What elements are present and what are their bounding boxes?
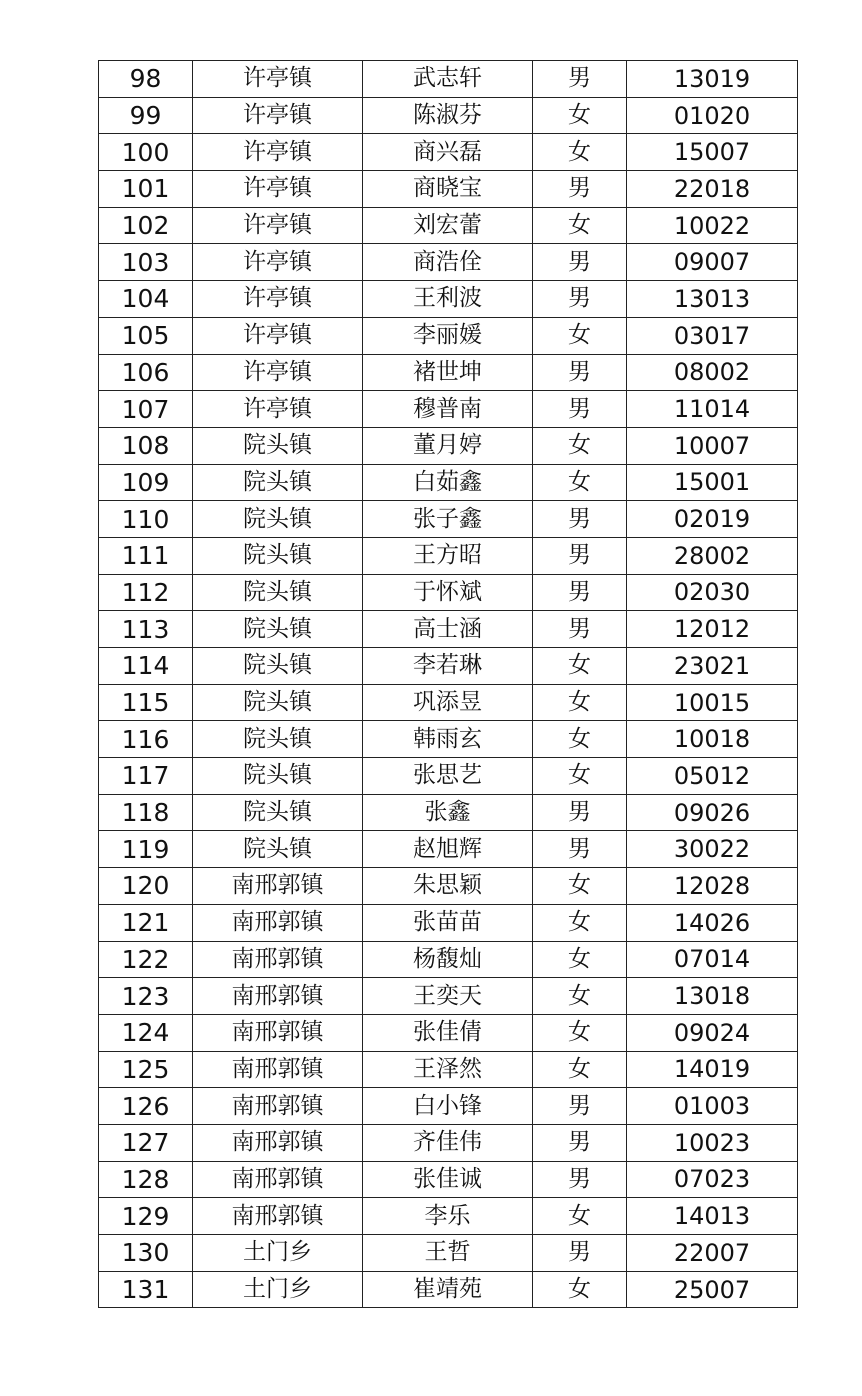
row-number-cell: 102 bbox=[99, 207, 193, 244]
code-cell: 10023 bbox=[627, 1124, 798, 1161]
gender-cell: 男 bbox=[533, 354, 627, 391]
gender-cell: 男 bbox=[533, 1161, 627, 1198]
person-name-cell: 商晓宝 bbox=[363, 171, 533, 208]
row-number-cell: 121 bbox=[99, 904, 193, 941]
gender-cell: 男 bbox=[533, 574, 627, 611]
gender-cell: 男 bbox=[533, 501, 627, 538]
gender-cell: 男 bbox=[533, 61, 627, 98]
gender-cell: 女 bbox=[533, 978, 627, 1015]
town-cell: 院头镇 bbox=[193, 684, 363, 721]
gender-cell: 女 bbox=[533, 941, 627, 978]
table-row bbox=[99, 134, 798, 171]
table-row bbox=[99, 317, 798, 354]
table-row bbox=[99, 831, 798, 868]
gender-cell: 男 bbox=[533, 537, 627, 574]
row-number-cell: 103 bbox=[99, 244, 193, 281]
table-row bbox=[99, 61, 798, 98]
row-number-cell: 117 bbox=[99, 758, 193, 795]
gender-cell: 男 bbox=[533, 611, 627, 648]
row-number-cell: 101 bbox=[99, 171, 193, 208]
gender-cell: 女 bbox=[533, 1271, 627, 1308]
code-cell: 05012 bbox=[627, 758, 798, 795]
person-name-cell: 商浩佺 bbox=[363, 244, 533, 281]
table-row bbox=[99, 391, 798, 428]
row-number-cell: 123 bbox=[99, 978, 193, 1015]
code-cell: 14026 bbox=[627, 904, 798, 941]
town-cell: 许亭镇 bbox=[193, 317, 363, 354]
gender-cell: 女 bbox=[533, 758, 627, 795]
row-number-cell: 109 bbox=[99, 464, 193, 501]
person-name-cell: 张佳诚 bbox=[363, 1161, 533, 1198]
person-name-cell: 穆普南 bbox=[363, 391, 533, 428]
row-number-cell: 128 bbox=[99, 1161, 193, 1198]
town-cell: 院头镇 bbox=[193, 501, 363, 538]
person-name-cell: 齐佳伟 bbox=[363, 1124, 533, 1161]
gender-cell: 女 bbox=[533, 317, 627, 354]
town-cell: 院头镇 bbox=[193, 464, 363, 501]
row-number-cell: 122 bbox=[99, 941, 193, 978]
row-number-cell: 113 bbox=[99, 611, 193, 648]
gender-cell: 女 bbox=[533, 1014, 627, 1051]
table-row bbox=[99, 97, 798, 134]
table-row bbox=[99, 1198, 798, 1235]
person-name-cell: 陈淑芬 bbox=[363, 97, 533, 134]
person-name-cell: 韩雨玄 bbox=[363, 721, 533, 758]
code-cell: 01020 bbox=[627, 97, 798, 134]
row-number-cell: 99 bbox=[99, 97, 193, 134]
person-name-cell: 张子鑫 bbox=[363, 501, 533, 538]
town-cell: 院头镇 bbox=[193, 427, 363, 464]
code-cell: 13013 bbox=[627, 281, 798, 318]
gender-cell: 女 bbox=[533, 648, 627, 685]
town-cell: 院头镇 bbox=[193, 758, 363, 795]
table-row bbox=[99, 574, 798, 611]
code-cell: 09007 bbox=[627, 244, 798, 281]
row-number-cell: 114 bbox=[99, 648, 193, 685]
town-cell: 院头镇 bbox=[193, 648, 363, 685]
row-number-cell: 112 bbox=[99, 574, 193, 611]
gender-cell: 女 bbox=[533, 904, 627, 941]
row-number-cell: 125 bbox=[99, 1051, 193, 1088]
code-cell: 30022 bbox=[627, 831, 798, 868]
row-number-cell: 108 bbox=[99, 427, 193, 464]
table-row bbox=[99, 978, 798, 1015]
person-name-cell: 杨馥灿 bbox=[363, 941, 533, 978]
town-cell: 许亭镇 bbox=[193, 134, 363, 171]
person-name-cell: 白小锋 bbox=[363, 1088, 533, 1125]
town-cell: 院头镇 bbox=[193, 537, 363, 574]
table-row bbox=[99, 794, 798, 831]
gender-cell: 男 bbox=[533, 794, 627, 831]
table-row bbox=[99, 611, 798, 648]
gender-cell: 女 bbox=[533, 1198, 627, 1235]
person-name-cell: 李若琳 bbox=[363, 648, 533, 685]
row-number-cell: 110 bbox=[99, 501, 193, 538]
gender-cell: 女 bbox=[533, 207, 627, 244]
code-cell: 10007 bbox=[627, 427, 798, 464]
person-name-cell: 朱思颖 bbox=[363, 868, 533, 905]
gender-cell: 女 bbox=[533, 97, 627, 134]
person-name-cell: 李丽媛 bbox=[363, 317, 533, 354]
person-name-cell: 王利波 bbox=[363, 281, 533, 318]
table-row bbox=[99, 207, 798, 244]
code-cell: 25007 bbox=[627, 1271, 798, 1308]
code-cell: 10018 bbox=[627, 721, 798, 758]
code-cell: 02019 bbox=[627, 501, 798, 538]
person-name-cell: 于怀斌 bbox=[363, 574, 533, 611]
gender-cell: 男 bbox=[533, 831, 627, 868]
code-cell: 12028 bbox=[627, 868, 798, 905]
code-cell: 28002 bbox=[627, 537, 798, 574]
row-number-cell: 106 bbox=[99, 354, 193, 391]
person-name-cell: 白茹鑫 bbox=[363, 464, 533, 501]
gender-cell: 男 bbox=[533, 1235, 627, 1272]
row-number-cell: 98 bbox=[99, 61, 193, 98]
town-cell: 土门乡 bbox=[193, 1235, 363, 1272]
gender-cell: 女 bbox=[533, 684, 627, 721]
town-cell: 许亭镇 bbox=[193, 207, 363, 244]
gender-cell: 男 bbox=[533, 391, 627, 428]
row-number-cell: 129 bbox=[99, 1198, 193, 1235]
row-number-cell: 111 bbox=[99, 537, 193, 574]
code-cell: 10022 bbox=[627, 207, 798, 244]
code-cell: 02030 bbox=[627, 574, 798, 611]
table-row bbox=[99, 281, 798, 318]
person-name-cell: 刘宏蕾 bbox=[363, 207, 533, 244]
code-cell: 22018 bbox=[627, 171, 798, 208]
town-cell: 许亭镇 bbox=[193, 61, 363, 98]
town-cell: 院头镇 bbox=[193, 794, 363, 831]
table-row bbox=[99, 244, 798, 281]
table-row bbox=[99, 904, 798, 941]
table-row bbox=[99, 1124, 798, 1161]
roster-table-body bbox=[99, 61, 798, 1308]
person-name-cell: 张佳倩 bbox=[363, 1014, 533, 1051]
gender-cell: 女 bbox=[533, 868, 627, 905]
town-cell: 许亭镇 bbox=[193, 171, 363, 208]
row-number-cell: 120 bbox=[99, 868, 193, 905]
row-number-cell: 118 bbox=[99, 794, 193, 831]
table-row bbox=[99, 464, 798, 501]
code-cell: 11014 bbox=[627, 391, 798, 428]
table-row bbox=[99, 501, 798, 538]
table-row bbox=[99, 171, 798, 208]
town-cell: 南邢郭镇 bbox=[193, 1051, 363, 1088]
row-number-cell: 107 bbox=[99, 391, 193, 428]
town-cell: 南邢郭镇 bbox=[193, 978, 363, 1015]
town-cell: 南邢郭镇 bbox=[193, 1198, 363, 1235]
town-cell: 南邢郭镇 bbox=[193, 1161, 363, 1198]
person-name-cell: 王方昭 bbox=[363, 537, 533, 574]
code-cell: 07023 bbox=[627, 1161, 798, 1198]
town-cell: 许亭镇 bbox=[193, 244, 363, 281]
person-name-cell: 巩添昱 bbox=[363, 684, 533, 721]
code-cell: 09024 bbox=[627, 1014, 798, 1051]
code-cell: 03017 bbox=[627, 317, 798, 354]
gender-cell: 女 bbox=[533, 427, 627, 464]
table-row bbox=[99, 537, 798, 574]
code-cell: 09026 bbox=[627, 794, 798, 831]
town-cell: 院头镇 bbox=[193, 611, 363, 648]
person-name-cell: 张鑫 bbox=[363, 794, 533, 831]
gender-cell: 男 bbox=[533, 171, 627, 208]
table-row bbox=[99, 648, 798, 685]
row-number-cell: 100 bbox=[99, 134, 193, 171]
town-cell: 许亭镇 bbox=[193, 391, 363, 428]
person-name-cell: 商兴磊 bbox=[363, 134, 533, 171]
town-cell: 许亭镇 bbox=[193, 97, 363, 134]
town-cell: 许亭镇 bbox=[193, 354, 363, 391]
code-cell: 13018 bbox=[627, 978, 798, 1015]
row-number-cell: 130 bbox=[99, 1235, 193, 1272]
row-number-cell: 105 bbox=[99, 317, 193, 354]
code-cell: 12012 bbox=[627, 611, 798, 648]
table-row bbox=[99, 427, 798, 464]
person-name-cell: 崔靖苑 bbox=[363, 1271, 533, 1308]
row-number-cell: 119 bbox=[99, 831, 193, 868]
town-cell: 南邢郭镇 bbox=[193, 868, 363, 905]
gender-cell: 女 bbox=[533, 464, 627, 501]
town-cell: 南邢郭镇 bbox=[193, 904, 363, 941]
gender-cell: 男 bbox=[533, 1124, 627, 1161]
row-number-cell: 124 bbox=[99, 1014, 193, 1051]
code-cell: 10015 bbox=[627, 684, 798, 721]
town-cell: 南邢郭镇 bbox=[193, 941, 363, 978]
person-name-cell: 赵旭辉 bbox=[363, 831, 533, 868]
person-name-cell: 王泽然 bbox=[363, 1051, 533, 1088]
person-name-cell: 王哲 bbox=[363, 1235, 533, 1272]
town-cell: 院头镇 bbox=[193, 721, 363, 758]
code-cell: 08002 bbox=[627, 354, 798, 391]
town-cell: 院头镇 bbox=[193, 831, 363, 868]
gender-cell: 女 bbox=[533, 134, 627, 171]
code-cell: 14013 bbox=[627, 1198, 798, 1235]
table-row bbox=[99, 868, 798, 905]
gender-cell: 男 bbox=[533, 244, 627, 281]
person-name-cell: 褚世坤 bbox=[363, 354, 533, 391]
code-cell: 07014 bbox=[627, 941, 798, 978]
gender-cell: 男 bbox=[533, 281, 627, 318]
code-cell: 22007 bbox=[627, 1235, 798, 1272]
town-cell: 土门乡 bbox=[193, 1271, 363, 1308]
code-cell: 15001 bbox=[627, 464, 798, 501]
gender-cell: 男 bbox=[533, 1088, 627, 1125]
table-row bbox=[99, 1161, 798, 1198]
table-row bbox=[99, 758, 798, 795]
row-number-cell: 131 bbox=[99, 1271, 193, 1308]
table-row bbox=[99, 684, 798, 721]
gender-cell: 女 bbox=[533, 721, 627, 758]
row-number-cell: 116 bbox=[99, 721, 193, 758]
table-row bbox=[99, 1235, 798, 1272]
person-name-cell: 董月婷 bbox=[363, 427, 533, 464]
person-name-cell: 李乐 bbox=[363, 1198, 533, 1235]
person-name-cell: 武志轩 bbox=[363, 61, 533, 98]
row-number-cell: 104 bbox=[99, 281, 193, 318]
row-number-cell: 115 bbox=[99, 684, 193, 721]
table-row bbox=[99, 1271, 798, 1308]
town-cell: 南邢郭镇 bbox=[193, 1014, 363, 1051]
row-number-cell: 126 bbox=[99, 1088, 193, 1125]
table-row bbox=[99, 941, 798, 978]
code-cell: 15007 bbox=[627, 134, 798, 171]
town-cell: 院头镇 bbox=[193, 574, 363, 611]
person-name-cell: 张苗苗 bbox=[363, 904, 533, 941]
person-name-cell: 高士涵 bbox=[363, 611, 533, 648]
table-row bbox=[99, 1014, 798, 1051]
town-cell: 南邢郭镇 bbox=[193, 1088, 363, 1125]
person-name-cell: 张思艺 bbox=[363, 758, 533, 795]
code-cell: 14019 bbox=[627, 1051, 798, 1088]
town-cell: 南邢郭镇 bbox=[193, 1124, 363, 1161]
town-cell: 许亭镇 bbox=[193, 281, 363, 318]
row-number-cell: 127 bbox=[99, 1124, 193, 1161]
table-row bbox=[99, 354, 798, 391]
table-row bbox=[99, 1088, 798, 1125]
gender-cell: 女 bbox=[533, 1051, 627, 1088]
code-cell: 13019 bbox=[627, 61, 798, 98]
code-cell: 23021 bbox=[627, 648, 798, 685]
code-cell: 01003 bbox=[627, 1088, 798, 1125]
table-row bbox=[99, 1051, 798, 1088]
person-name-cell: 王奕天 bbox=[363, 978, 533, 1015]
roster-table bbox=[98, 60, 798, 1308]
table-row bbox=[99, 721, 798, 758]
